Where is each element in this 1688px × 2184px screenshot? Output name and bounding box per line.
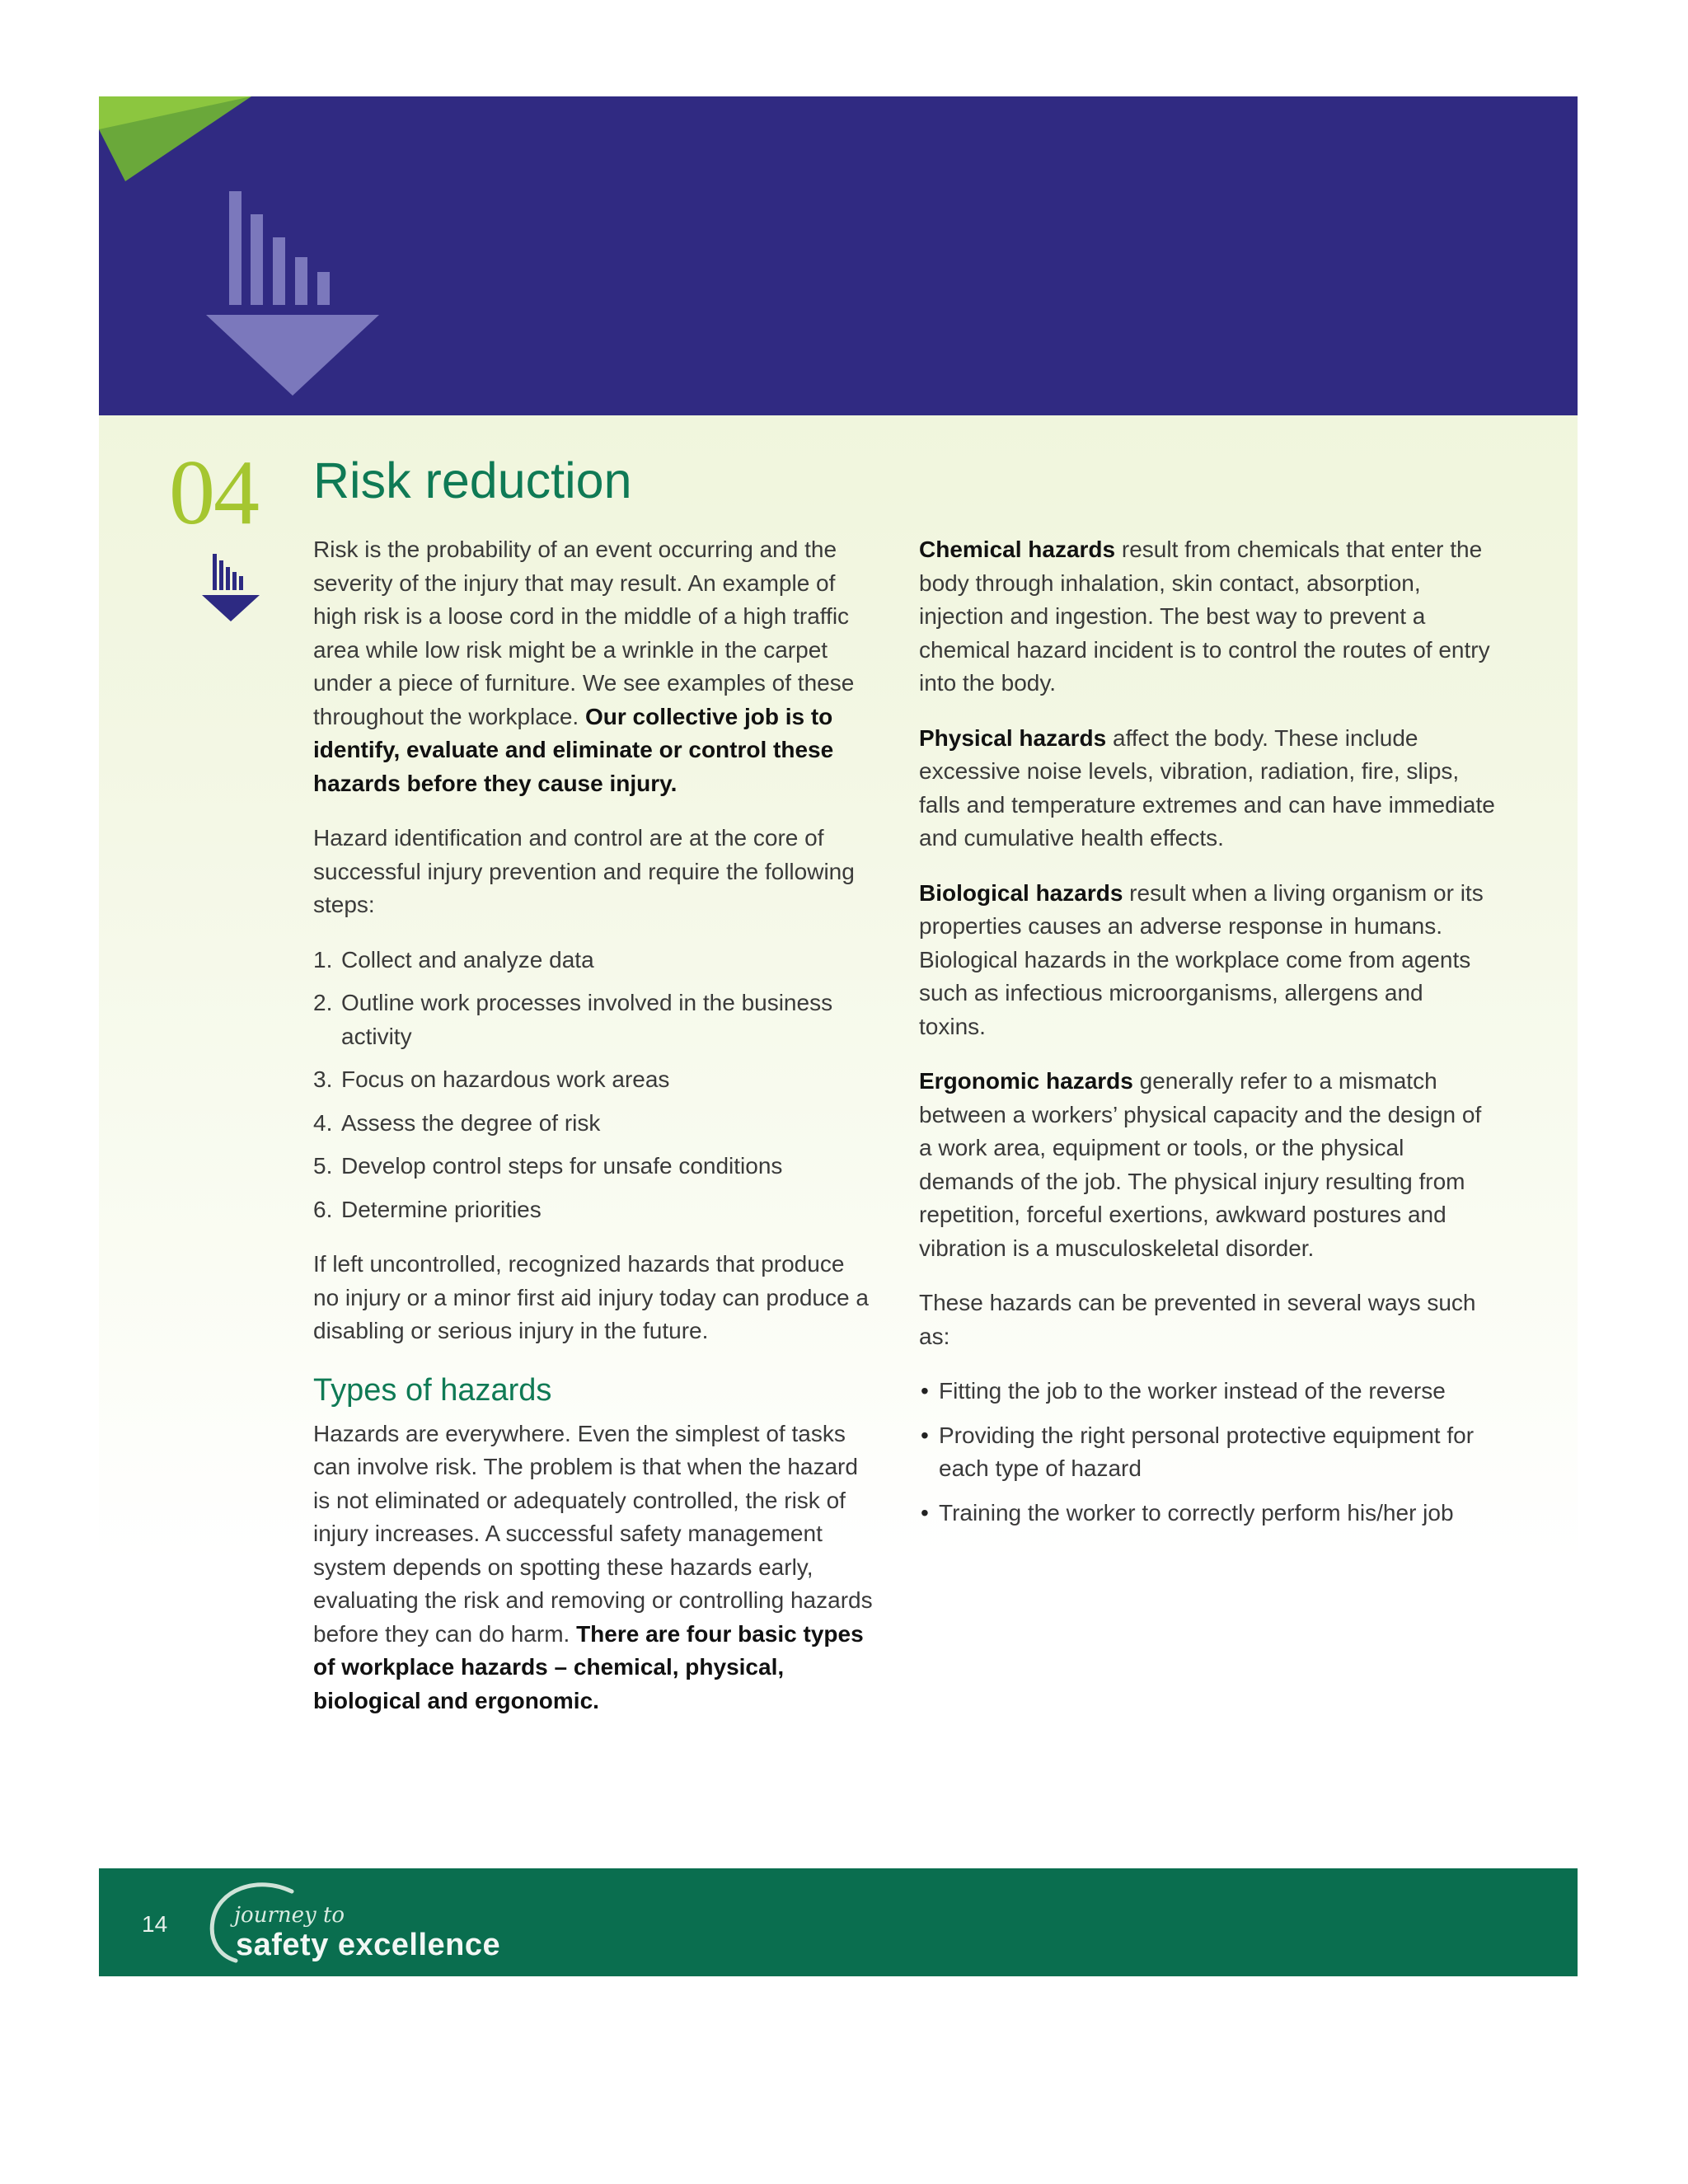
logo-wordmark: safety excellence (236, 1928, 501, 1962)
types-emphasis: There are four basic types of workplace hazards – chemical, physical, biological and ergonomic. (313, 1620, 864, 1713)
page (99, 96, 1578, 1976)
biological-hazards-paragraph: Biological hazards result when a living organism or its properties causes an adverse response in humans. Biological hazards in the workplace come from agents such as infectious microorganisms, allergens and toxins. (919, 879, 1484, 1039)
footer-band (99, 1868, 1578, 1976)
downward-bars-arrow-icon (198, 554, 264, 628)
footer-logo (199, 1880, 529, 1971)
intro-paragraph: Risk is the probability of an event occurring and the severity of the injury that may result. An example of high risk is a loose cord in the middle of a high traffic area while low risk might be a wrinkle in the carpet under a piece of furniture. We see examples of these throughout the workplace. Our collective job is to identify, evaluate and eliminate or control these hazards before they cause injury. (313, 537, 855, 796)
section-number: 04 (169, 442, 258, 544)
logo-script-text: journey to (234, 1903, 345, 1928)
chemical-hazards-paragraph: Chemical hazards result from chemicals that enter the body through inhalation, skin contact, absorption, injection and ingestion. The best way to prevent a chemical hazard incident is to control the routes of entry into the body. (919, 537, 1490, 696)
uncontrolled-paragraph: If left uncontrolled, recognized hazards that produce no injury or a minor first aid injury today can produce a disabling or serious injury in the future. (313, 1251, 869, 1343)
types-paragraph: Hazards are everywhere. Even the simplest of tasks can involve risk. The problem is that when the hazard is not eliminated or adequately controlled, the risk of injury increases. A successful safety management system depends on spotting these hazards early, evaluating the risk and removing or controlling hazards before they can do harm. There are four basic types of workplace hazards – chemical, physical, biological and ergonomic. (313, 1420, 873, 1713)
right-column (919, 533, 1496, 1540)
list-item: • Fitting the job to the worker instead of the reverse (919, 1375, 1496, 1408)
step-item: 3. Focus on hazardous work areas (313, 1066, 670, 1092)
page-number: 14 (142, 1911, 168, 1937)
page-title: Risk reduction (313, 452, 632, 509)
left-column (313, 533, 874, 1739)
step-item: 5. Develop control steps for unsafe conditions (313, 1153, 783, 1179)
list-item: • Providing the right personal protective equipment for each type of hazard (919, 1419, 1496, 1486)
intro-emphasis: Our collective job is to identify, evaluate and eliminate or control these hazards before they cause injury. (313, 703, 834, 796)
types-of-hazards-heading: Types of hazards (313, 1372, 552, 1408)
step-item: 1. Collect and analyze data (313, 946, 594, 972)
physical-hazards-paragraph: Physical hazards affect the body. These include excessive noise levels, vibration, radiation, fire, slips, falls and temperature extremes and can have immediate and cumulative health effects. (919, 724, 1495, 851)
step-item: 4. Assess the degree of risk (313, 1109, 601, 1136)
header-band (99, 96, 1578, 415)
steps-list (313, 944, 874, 1227)
step-item: 2. Outline work processes involved in the business activity (313, 990, 833, 1049)
ergonomic-hazards-paragraph: Ergonomic hazards generally refer to a mismatch between a workers’ physical capacity and the design of a work area, equipment or tools, or the physical demands of the job. The physical injury resulting from repetition, forceful exertions, awkward postures and vibration is a musculoskeletal disorder. (919, 1068, 1482, 1261)
prevention-intro: These hazards can be prevented in several ways such as: (919, 1290, 1476, 1349)
downward-bars-arrow-icon (190, 142, 396, 405)
steps-intro: Hazard identification and control are at the core of successful injury prevention and require the following steps: (313, 825, 855, 917)
list-item: • Training the worker to correctly perform his/her job (919, 1497, 1496, 1530)
prevention-list (919, 1375, 1496, 1530)
step-item: 6. Determine priorities (313, 1196, 542, 1222)
